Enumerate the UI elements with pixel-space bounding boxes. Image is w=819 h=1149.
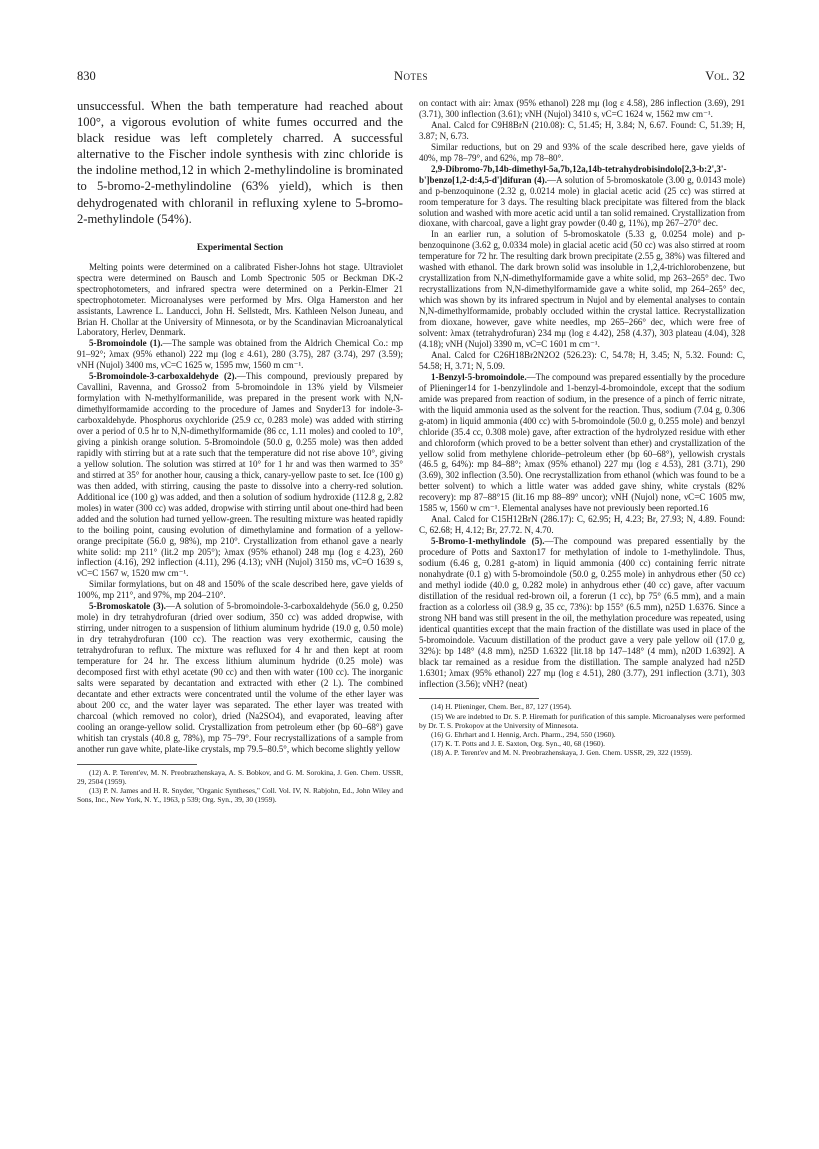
analysis-paragraph-1: Anal. Calcd for C9H8BrN (210.08): C, 51.45; H, 3.84; N, 6.67. Found: C, 51.39; H, 3.87; N, 6.73. [419, 119, 745, 141]
footnote-rule [419, 698, 539, 699]
compound-1-text: —The sample was obtained from the Aldrich Chemical Co.: mp 91–92°; λmax (95% ethanol) 222 mμ (log ε 4.61), 280 (3.75), 287 (3.74), 297 (3.59); νNH (Nujol) 3400 ms, νC=C 1625 w, 1595 mw, 1560 m cm⁻¹. [77, 338, 403, 371]
earlier-run-paragraph: In an earlier run, a solution of 5-bromoskatole (5.33 g, 0.0254 mole) and p-benzoquinone (3.62 g, 0.0334 mole) in glacial acetic acid (50 cc) was also stirred at room temperature for 72 hr. The resulting dark brown precipitate (2.55 g, 38%) was filtered and washed with ethanol. The dark brown solid was insoluble in 1,2,4-trichlorobenzene, but crystallization from N,N-dimethylformamide gave a white solid, mp 263–265° dec. Two recrystallizations from N,N-dimethylformamide gave a white solid, mp 264–265° dec, which was shown by its infrared spectrum in Nujol and by elemental analyses to contain N,N-dimethylformamide, probably occluded within the crystal lattice. Recrystallization from dioxane, however, gave white needles, mp 265–266° dec, which were free of solvent: λmax (tetrahydrofuran) 234 mμ (log ε 4.42), 258 (4.37), 303 plateau (4.04), 328 (4.18); νNH (Nujol) 3390 m, νC=C 1601 m cm⁻¹. [419, 229, 745, 349]
compound-3-text: —A solution of 5-bromoindole-3-carboxaldehyde (56.0 g, 0.250 mole) in dry tetrahydrofuran (dried over sodium, 350 cc) was added dropwise, with stirring, under nitrogen to a suspension of lithium aluminum hydride (19.0 g, 0.50 mole) in dry tetrahydrofuran (100 cc). The reaction was very exothermic, causing the tetrahydrofuran to reflux. The mixture was refluxed for 4 hr and then kept at room temperature for 24 hr. The excess lithium aluminum hydride (0.25 mole) was decomposed first with ethyl acetate (90 cc) and then with water (100 cc). The inorganic salts were separated by decantation and extracted with ether (2 l.). The combined decantate and ether extracts were concentrated until the volume of the ether layer was about 200 cc, and the water layer was separated. The ether layer was treated with charcoal (which removed no color), dried (Na2SO4), and evaporated, leaving after cooling an orange-yellow solid. Crystallization from petroleum ether (bp 60–68°) gave whitish tan crystals (40.8 g, 78%), mp 75–79°. Four recrystallizations of a sample from another run gave white, plate-like crystals, mp 79.5–80.5°, which become slightly yellow [77, 601, 403, 754]
compound-3-title: 5-Bromoskatole (3). [89, 601, 166, 612]
page-header [77, 69, 745, 85]
footnote-12: (12) A. P. Terent'ev, M. N. Preobrazhenskaya, A. S. Bobkov, and G. M. Sorokina, J. Gen. Chem. USSR, 29, 2504 (1959). [77, 767, 403, 786]
section-heading: Experimental Section [196, 242, 284, 253]
compound-1-title: 5-Bromoindole (1). [89, 338, 163, 349]
compound-5-text: —The compound was prepared essentially by the procedure of Potts and Saxton17 for methylation of indole to 1-methylindole. Thus, sodium (6.46 g, 0.281 g-atom) in liquid ammonia (400 cc) containing ferric nitrate nonahydrate (0.1 g) with 5-bromoindole (50.0 g, 0.255 mole) in anhydrous ether (50 cc) and methyl iodide (40.0 g, 0.282 mole) in anhydrous ether (40 cc) gave, after vacuum distillation of the residual red-brown oil, a forerun (1 cc), bp 75° (6.5 mm), and a main fraction as a colorless oil (38.9 g, 35 cc, 73%): bp 155° (6.5 mm), n25D 1.6376. Since a strong NH band was still present in the oil, the methylation procedure was repeated, using identical quantities except that the main fraction of the distillate was used in place of the 5-bromoindole. Vacuum distillation of the product gave a very pale yellow oil (17.0 g, 32%): bp 148° (4.8 mm), n25D 1.6322 [lit.18 bp 147–148° (4 mm), n20D 1.6392]. A black tar remained as a residue from the distillation. The sample analyzed had n25D 1.6301; λmax (95% ethanol) 227 mμ (log ε 4.51), 280 (3.77), 291 inflection (3.71), 303 inflection (3.56); νNH? (neat) [419, 536, 746, 689]
formylation-paragraph: Similar formylations, but on 48 and 150% of the scale described here, gave yields of 100%, mp 211°, and 97%, mp 204–210°. [77, 579, 403, 601]
continued-paragraph: on contact with air: λmax (95% ethanol) 228 mμ (log ε 4.58), 286 inflection (3.69), 291 (3.71), 300 inflection (3.61); νNH (Nujol) 3410 s, νC=C 1624 w, 1562 mw cm⁻¹. [419, 98, 745, 119]
compound-4-text: —A solution of 5-bromoskatole (3.00 g, 0.0143 mole) and p-benzoquinone (2.32 g, 0.0214 mole) in glacial acetic acid (25 cc) was stirred at room temperature for 3 days. The resulting black precipitate was filtered from the black solution and washed with more acetic acid until a tan solid remained. Crystallization from dioxane, with charcoal, gave a light gray powder (0.40 g, 11%), mp 267–270° dec. [419, 174, 746, 229]
compound-4-paragraph [419, 164, 745, 230]
analysis-paragraph-3: Anal. Calcd for C15H12BrN (286.17): C, 62.95; H, 4.23; Br, 27.93; N, 4.89. Found: C, 62.68; H, 4.12; Br, 27.72. N, 4.70. [419, 514, 745, 536]
footnote-rule [77, 764, 197, 765]
benzyl-title: 1-Benzyl-5-bromoindole. [431, 371, 527, 382]
compound-5-paragraph [419, 536, 745, 689]
analysis-paragraph-2: Anal. Calcd for C26H18Br2N2O2 (526.23): C, 54.78; H, 3.45; N, 5.32. Found: C, 54.58; H, 3.71; N, 5.09. [419, 349, 745, 371]
intro-paragraph: unsuccessful. When the bath temperature had reached about 100°, a vigorous evolution of white fumes occurred and the black residue was left completely charred. A successful alternative to the Fischer indole synthesis with zinc chloride is the indoline method,12 in which 2-methylindoline is brominated to 5-bromo-2-methylindoline (63% yield), which is then dehydrogenated with chloranil in refluxing xylene to 5-bromo-2-methylindole (54%). [77, 99, 403, 226]
compound-5-title: 5-Bromo-1-methylindole (5). [431, 536, 545, 547]
footnote-18: (18) A. P. Terent'ev and M. N. Preobrazhenskaya, J. Gen. Chem. USSR, 29, 322 (1959). [431, 747, 693, 757]
volume-label: Vol. 32 [705, 69, 745, 83]
footnote-14: (14) H. Plieninger, Chem. Ber., 87, 127 (1954). [431, 702, 572, 712]
page-number: 830 [77, 69, 96, 83]
footnote-17: (17) K. T. Potts and J. E. Saxton, Org. Syn., 40, 68 (1960). [431, 738, 605, 748]
methods-paragraph: Melting points were determined on a calibrated Fisher-Johns hot stage. Ultraviolet spectra were determined on Bausch and Lomb Spectronic 505 or Beckman DK-2 spectrophotometers, and infrared spectra were determined on a Perkin-Elmer 21 spectrophotometer. Microanalyses were performed by Mrs. Olga Hamerston and her assistants, Lawrence L. Landucci, John H. Sellstedt, Mrs. Kathleen Nelson Juneau, and Brian H. Chollar at the University of Minnesota, or by the Scandinavian Microanalytical Laboratory, Herlev, Denmark. [77, 261, 403, 338]
benzyl-paragraph [419, 372, 745, 514]
footnote-13: (13) P. N. James and H. R. Snyder, "Organic Syntheses," Coll. Vol. IV, N. Rabjohn, Ed., John Wiley and Sons, Inc., New York, N. Y., 1963, p 539; Org. Syn., 39, 30 (1959). [77, 785, 403, 804]
compound-3-paragraph [77, 601, 403, 754]
running-title: Notes [393, 69, 429, 83]
compound-2-paragraph [77, 371, 403, 579]
compound-4-title: 2,9-Dibromo-7b,14b-dimethyl-5a,7b,12a,14b-tetrahydrobisindolo[2,3-b:2',3'-b']benzo[1,2-d:4,5-d']difuran (4). [419, 163, 727, 185]
footnote-15: (15) We are indebted to Dr. S. P. Hiremath for purification of this sample. Microanalyses were performed by Dr. T. S. Prokopov at the University of Minnesota. [419, 711, 745, 730]
left-column [77, 98, 403, 804]
footnote-16: (16) G. Ehrhart and I. Hennig, Arch. Pharm., 294, 550 (1960). [431, 729, 616, 739]
benzyl-text: —The compound was prepared essentially by the procedure of Plieninger14 for 1-benzylindole and 1-benzyl-4-bromoindole, except that the sodium amide was prepared from reaction of sodium, in the presence of a pinch of ferric nitrate, with the liquid ammonia used as the solvent for the reaction. Thus, sodium (7.04 g, 0.306 g-atom) in liquid ammonia (400 cc) with 5-bromoindole (50.0 g, 0.255 mole) and benzyl chloride (35.4 cc, 0.308 mole) gave, after extraction of the hydrolyzed residue with ether and chloroform (which proved to be a better solvent than ether) and crystallization of the yellow solid from methylene chloride–petroleum ether (bp 60–68°), yellowish crystals (46.5 g, 64%): mp 84–88°; λmax (95% ethanol) 227 mμ (log ε 4.53), 281 (3.71), 290 (3.69), 302 inflection (3.50). One recrystallization from ethanol (which was found to be a better solvent) to which a little water was added gave shiny, white crystals (82% recovery): mp 87–88°15 (lit.16 mp 88–89° uncor); νNH (Nujol) none, νC=C 1605 mw, 1585 w, 1560 w cm⁻¹. Elemental analyses have not previously been reported.16 [419, 371, 745, 514]
right-column [419, 98, 745, 757]
compound-2-title: 5-Bromoindole-3-carboxaldehyde (2). [89, 371, 237, 382]
compound-2-text: —This compound, previously prepared by Cavallini, Ravenna, and Grosso2 from 5-bromoindole in 13% yield by Vilsmeier formylation with N-methylformanilide, was prepared in the present work with N,N-dimethylformamide according to the procedure of James and Snyder13 for indole-3-carboxaldehyde. Phosphorus oxychloride (25.9 cc, 0.283 mole) was added with stirring over a period of 0.5 hr to N,N-dimethylformamide (86 cc, 1.11 moles) and cooled to 10°, giving a pinkish orange solution. 5-Bromoindole (50.0 g, 0.255 mole) was then added rapidly with stirring but at a rate such that the temperature did not rise above 10°, giving a yellow solution. The solution was stirred at 10° for 1 hr and was then warmed to 35° and stirred at 35° for another hour, causing a thick, canary-yellow paste to set. Ice (100 g) was then added, with stirring, causing the paste to dissolve into a cherry-red solution. Additional ice (100 g) was added, and then a solution of sodium hydroxide (112.8 g, 2.82 moles) in water (300 cc) was added, dropwise with stirring until about one-third had been added and the solution had turned yellow-green. The resulting mixture was heated rapidly to the boiling point, causing evolution of dimethylamine and formation of a yellow-orange precipitate (56.0 g, 98%), mp 210°. Crystallization from ethanol gave a nearly white solid: mp 211° (lit.2 mp 205°); λmax (95% ethanol) 248 mμ (log ε 4.23), 260 inflection (4.16), 292 inflection (4.11), 296 (4.13); νNH (Nujol) 3150 ms, νC=O 1639 s, νC=C 1567 w, 1520 mw cm⁻¹. [77, 371, 404, 579]
reductions-paragraph: Similar reductions, but on 29 and 93% of the scale described here, gave yields of 40%, mp 78–79°, and 62%, mp 78–80°. [419, 141, 745, 163]
compound-1-paragraph [77, 338, 403, 371]
